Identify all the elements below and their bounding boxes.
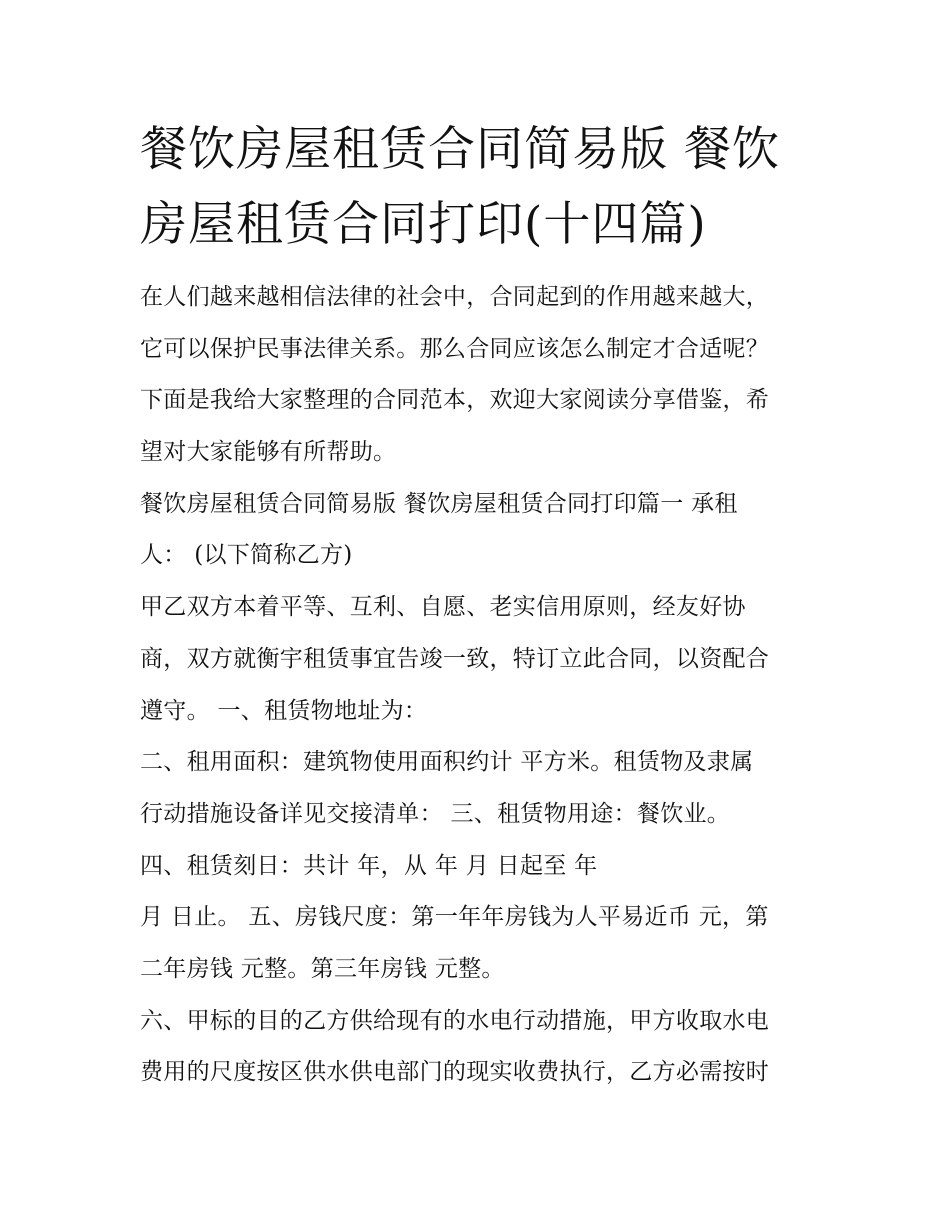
- document-body: [140, 272, 830, 1099]
- body-line: 二年房钱 元整。第三年房钱 元整。: [140, 955, 505, 982]
- body-line: 甲乙双方本着平等、互利、自愿、老实信用原则，经友好协: [140, 594, 746, 621]
- body-line: 二、租用面积：建筑物使用面积约计 平方米。租赁物及隶属: [140, 749, 754, 776]
- title-line: 餐饮房屋租赁合同简易版 餐饮: [140, 122, 780, 177]
- body-line: 行动措施设备详见交接清单： 三、租赁物用途：餐饮业。: [140, 800, 731, 827]
- document-title: [140, 112, 830, 262]
- body-line: 遵守。 一、租赁物地址为：: [140, 697, 428, 724]
- body-line: 餐饮房屋租赁合同简易版 餐饮房屋租赁合同打印篇一 承租: [140, 490, 738, 517]
- title-line: 房屋租赁合同打印(十四篇): [140, 197, 707, 252]
- body-line: 它可以保护民事法律关系。那么合同应该怎么制定才合适呢？: [140, 335, 770, 362]
- body-line: 在人们越来越相信法律的社会中，合同起到的作用越来越大，: [140, 284, 770, 310]
- body-line: 六、甲标的目的乙方供给现有的水电行动措施，甲方收取水电: [140, 1007, 770, 1034]
- body-line: 费用的尺度按区供水供电部门的现实收费执行，乙方必需按时: [140, 1059, 770, 1086]
- body-line: 月 日止。 五、房钱尺度：第一年年房钱为人平易近币 元，第: [140, 904, 769, 931]
- body-line: 下面是我给大家整理的合同范本，欢迎大家阅读分享借鉴，希: [140, 387, 770, 414]
- body-line: 望对大家能够有所帮助。: [140, 439, 397, 466]
- body-line: 人： (以下简称乙方): [140, 542, 353, 569]
- body-line: 四、租赁刻日：共计 年，从 年 月 日起至 年: [140, 852, 598, 879]
- body-line: 商，双方就衡宇租赁事宜告竣一致，特订立此合同，以资配合: [140, 645, 770, 672]
